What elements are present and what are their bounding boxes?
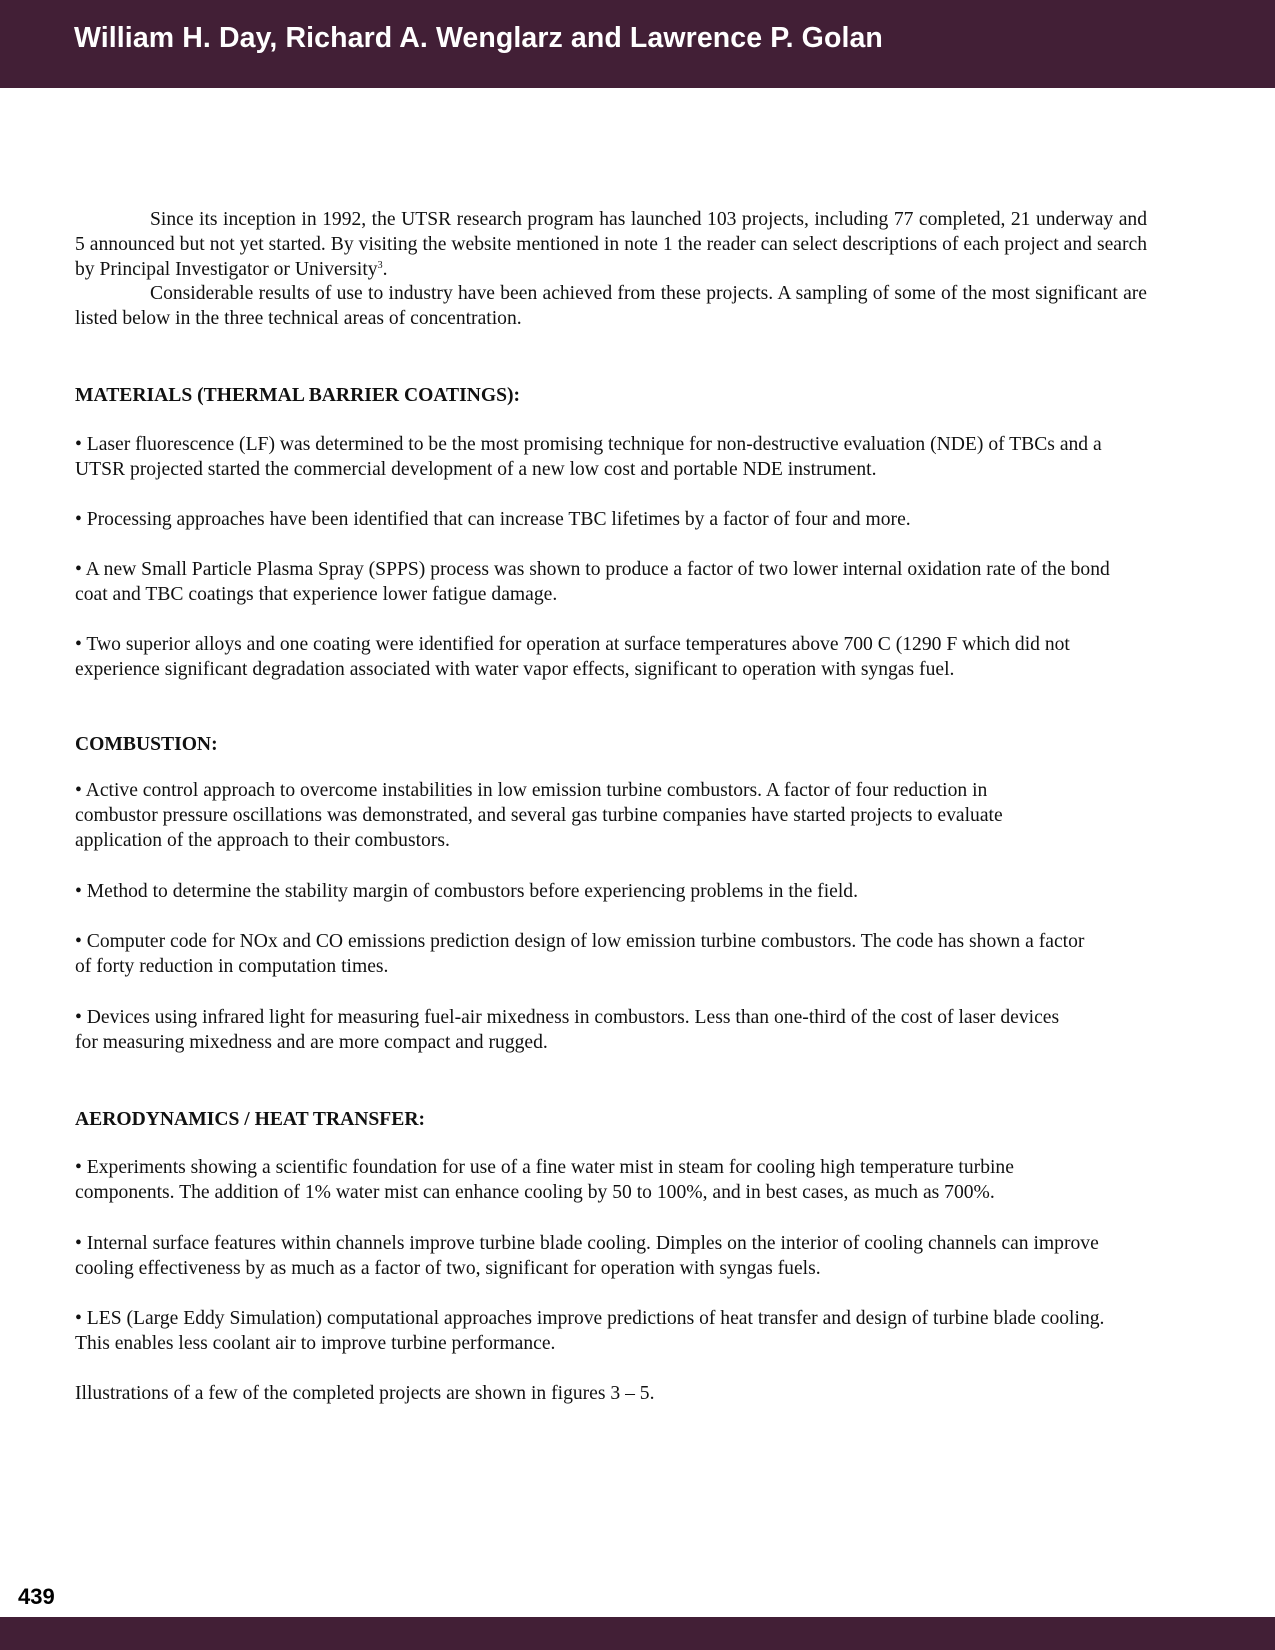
header-authors: William H. Day, Richard A. Wenglarz and Lawrence P. Golan [74,22,883,54]
list-item: • Experiments showing a scientific foundation for use of a fine water mist in steam for cooling high temperature turbine components. The addition of 1% water mist can enhance cooling by 50 to 100%, and in best cases, as much as 700%. [75,1157,1014,1203]
closing-paragraph: Illustrations of a few of the completed projects are shown in figures 3 – 5. [75,1383,655,1404]
page-number: 439 [18,1584,55,1609]
list-item: • Laser fluorescence (LF) was determined to be the most promising technique for non-destructive evaluation (NDE) of TBCs and a UTSR projected started the commercial development of a new low cost and portable NDE instrument. [75,434,1102,480]
list-item: • Devices using infrared light for measuring fuel-air mixedness in combustors. Less than one-third of the cost of laser devices for measuring mixedness and are more compact and rugged. [75,1007,1060,1053]
list-item: • Processing approaches have been identified that can increase TBC lifetimes by a factor of four and more. [75,509,911,530]
list-item: • Active control approach to overcome instabilities in low emission turbine combustors. A factor of four reduction in combustor pressure oscillations was demonstrated, and several gas turbine companies have started projects to evaluate application of the approach to their combustors. [75,780,1003,851]
list-item: • Method to determine the stability margin of combustors before experiencing problems in the field. [75,881,858,902]
footer-band [0,1617,1275,1650]
list-item: • Two superior alloys and one coating were identified for operation at surface temperatures above 700 C (1290 F which did not experience significant degradation associated with water vapor effects, significant to operation with syngas fuel. [75,634,1070,680]
footnote-ref[interactable]: 3 [377,259,383,271]
section-heading-materials: MATERIALS (THERMAL BARRIER COATINGS): [75,385,521,406]
list-item: • Computer code for NOx and CO emissions prediction design of low emission turbine combustors. The code has shown a factor of forty reduction in computation times. [75,931,1085,977]
section-heading-aerodynamics: AERODYNAMICS / HEAT TRANSFER: [75,1109,426,1130]
list-item: • LES (Large Eddy Simulation) computational approaches improve predictions of heat transfer and design of turbine blade cooling. This enables less coolant air to improve turbine performance. [75,1308,1105,1354]
header-band [0,0,1275,88]
intro-paragraph-1 [75,208,1147,282]
section-heading-combustion: COMBUSTION: [75,734,218,755]
intro-text: Since its inception in 1992, the UTSR research program has launched 103 projects, including 77 completed, 21 underway and 5 announced but not yet started. By visiting the website mentioned in note 1 the reader can select descriptions of each project and search by Principal Investigator or University [75,209,1147,280]
intro-paragraph-2: Considerable results of use to industry have been achieved from these projects. A sampling of some of the most significant are listed below in the three technical areas of concentration. [75,283,1147,329]
list-item: • A new Small Particle Plasma Spray (SPPS) process was shown to produce a factor of two lower internal oxidation rate of the bond coat and TBC coatings that experience lower fatigue damage. [75,559,1110,605]
list-item: • Internal surface features within channels improve turbine blade cooling. Dimples on the interior of cooling channels can improve cooling effectiveness by as much as a factor of two, significant for operation with syngas fuels. [75,1233,1099,1279]
intro-end: . [382,258,388,280]
